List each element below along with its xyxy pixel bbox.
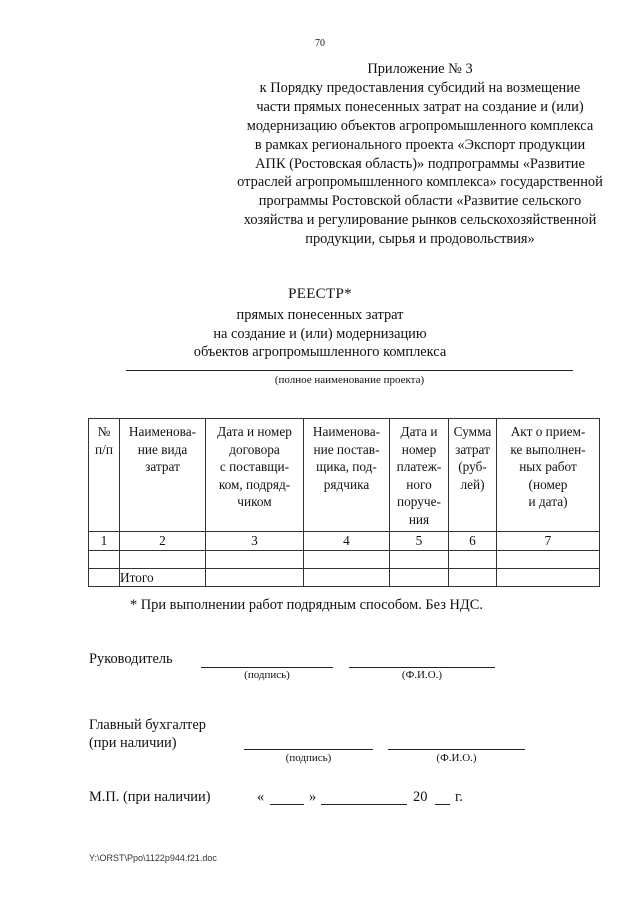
header-cell: Дата и номер платеж- ного поруче- ния: [390, 419, 449, 532]
total-label: Итого: [120, 568, 206, 587]
date-year-line: [435, 804, 450, 805]
project-name-line: [126, 370, 573, 371]
header-cell: Сумма затрат (руб- лей): [449, 419, 497, 532]
column-number: 4: [304, 532, 390, 551]
accountant-name-caption: (Ф.И.О.): [436, 752, 477, 764]
registry-subtitle-line: на создание и (или) модернизацию: [213, 325, 427, 342]
column-number: 2: [120, 532, 206, 551]
date-year-suffix: г.: [455, 789, 463, 805]
stamp-label: М.П. (при наличии): [89, 789, 211, 805]
head-name-caption: (Ф.И.О.): [401, 669, 443, 681]
column-number-row: [89, 532, 600, 551]
appendix-line: хозяйства и регулирование рынков сельскохозяйственной: [243, 212, 597, 229]
accountant-name-line: [388, 749, 525, 750]
date-open-quote: «: [257, 789, 265, 805]
appendix-line: программы Ростовской области «Развитие сельского: [258, 193, 582, 210]
head-name-line: [349, 667, 495, 668]
project-name-caption: (полное наименование проекта): [274, 374, 425, 386]
column-number: 3: [206, 532, 304, 551]
header-cell: Наименова- ние постав- щика, под- рядчика: [304, 419, 390, 532]
column-number: 1: [89, 532, 120, 551]
table-cell[interactable]: [304, 550, 390, 568]
header-cell: Дата и номер договора с поставщи- ком, подряд- чиком: [206, 419, 304, 532]
header-cell: № п/п: [89, 419, 120, 532]
table-cell: [89, 568, 120, 587]
appendix-heading: [225, 60, 615, 249]
registry-title: РЕЕСТР*: [288, 286, 352, 302]
head-label: Руководитель: [89, 651, 173, 667]
footnote: * При выполнении работ подрядным способом. Без НДС.: [130, 597, 483, 613]
column-number: 5: [390, 532, 449, 551]
appendix-line: Приложение № 3: [367, 61, 473, 77]
head-signature-caption: (подпись): [244, 669, 290, 681]
accountant-signature-line: [244, 749, 373, 750]
footer-file-path: Y:\ORST\Ppo\1122p944.f21.doc: [89, 853, 217, 863]
head-signature-line: [201, 667, 333, 668]
table-cell[interactable]: [497, 550, 600, 568]
table-cell[interactable]: [206, 568, 304, 587]
table-header-row: [89, 419, 600, 532]
table-cell[interactable]: [390, 550, 449, 568]
table-cell[interactable]: [449, 568, 497, 587]
page-number: 70: [315, 38, 325, 49]
appendix-line: продукции, сырья и продовольствия»: [305, 231, 535, 248]
registry-subtitle-line: объектов агропромышленного комплекса: [193, 344, 447, 360]
appendix-line: части прямых понесенных затрат на создание и (или): [256, 98, 584, 115]
table-cell[interactable]: [89, 550, 120, 568]
date-close-quote: »: [309, 789, 317, 805]
date-year-prefix: 20: [413, 789, 428, 805]
total-row: [89, 568, 600, 587]
table-cell[interactable]: [304, 568, 390, 587]
column-number: 7: [497, 532, 600, 551]
registry-subtitle-line: прямых понесенных затрат: [236, 307, 404, 323]
registry-subtitle: [0, 306, 640, 362]
accountant-signature-caption: (подпись): [285, 752, 332, 764]
table-cell[interactable]: [120, 550, 206, 568]
table-cell[interactable]: [449, 550, 497, 568]
appendix-line: отраслей агропромышленного комплекса» государственной: [237, 174, 603, 191]
appendix-line: АПК (Ростовская область)» подпрограммы «Развитие: [255, 155, 585, 172]
table-cell[interactable]: [497, 568, 600, 587]
table-row: [89, 550, 600, 568]
header-cell: Акт о прием- ке выполнен- ных работ (номер и дата): [497, 419, 600, 532]
appendix-line: к Порядку предоставления субсидий на возмещение: [259, 79, 581, 96]
registry-table: [88, 418, 600, 587]
table-cell[interactable]: [206, 550, 304, 568]
date-day-line: [270, 804, 304, 805]
date-month-line: [321, 804, 407, 805]
appendix-line: в рамках регионального проекта «Экспорт продукции: [254, 136, 586, 153]
accountant-optional-label: (при наличии): [89, 735, 177, 751]
appendix-line: модернизацию объектов агропромышленного комплекса: [246, 117, 594, 134]
accountant-label: Главный бухгалтер: [89, 717, 206, 733]
header-cell: Наименова- ние вида затрат: [120, 419, 206, 532]
table-cell[interactable]: [390, 568, 449, 587]
column-number: 6: [449, 532, 497, 551]
